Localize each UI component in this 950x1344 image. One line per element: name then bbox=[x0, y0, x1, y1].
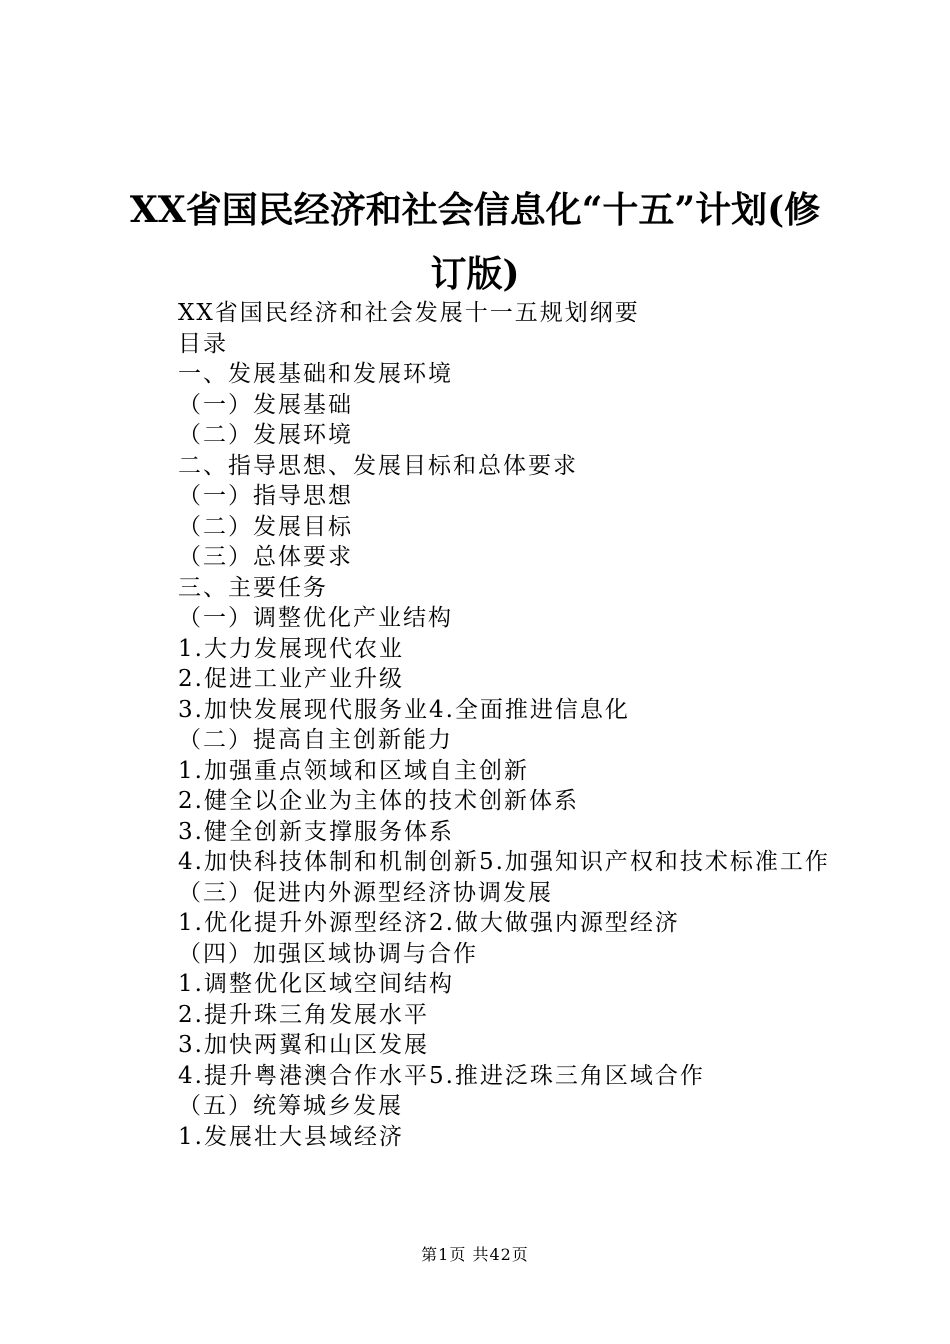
body-line: （二）提高自主创新能力 bbox=[178, 727, 453, 753]
body-line: 1.大力发展现代农业 bbox=[178, 635, 404, 662]
body-line: 二、指导思想、发展目标和总体要求 bbox=[178, 452, 578, 479]
body-line: 2.促进工业产业升级 bbox=[178, 666, 404, 692]
body-line: （一）发展基础 bbox=[178, 391, 353, 418]
document-body bbox=[130, 298, 836, 1152]
body-line: （一）指导思想 bbox=[178, 483, 353, 509]
body-line: 目录 bbox=[178, 330, 228, 357]
document-title: XX省国民经济和社会信息化“十五”计划(修订版) bbox=[129, 189, 821, 295]
body-line: 1.优化提升外源型经济2.做大做强内源型经济 bbox=[178, 910, 680, 936]
body-line: 2.提升珠三角发展水平 bbox=[178, 1001, 429, 1028]
body-line: 4.加快科技体制和机制创新5.加强知识产权和技术标准工作 bbox=[178, 849, 830, 875]
body-line: XX省国民经济和社会发展十一五规划纲要 bbox=[178, 300, 640, 326]
body-line: 1.调整优化区域空间结构 bbox=[178, 971, 454, 997]
body-line: 1.发展壮大县域经济 bbox=[178, 1123, 404, 1150]
body-line: 3.加快发展现代服务业4.全面推进信息化 bbox=[178, 696, 630, 723]
body-line: 2.健全以企业为主体的技术创新体系 bbox=[178, 788, 579, 814]
body-line: 1.加强重点领域和区域自主创新 bbox=[178, 757, 529, 784]
page-footer: 第1页 共42页 bbox=[421, 1245, 529, 1264]
body-line: 4.提升粤港澳合作水平5.推进泛珠三角区域合作 bbox=[178, 1062, 705, 1089]
body-line: 一、发展基础和发展环境 bbox=[178, 361, 453, 387]
body-line: 3.加快两翼和山区发展 bbox=[178, 1032, 429, 1058]
body-line: （三）促进内外源型经济协调发展 bbox=[178, 879, 553, 906]
body-line: （三）总体要求 bbox=[178, 544, 353, 570]
body-line: （二）发展目标 bbox=[178, 513, 353, 540]
body-line: 3.健全创新支撑服务体系 bbox=[178, 818, 454, 845]
body-line: （四）加强区域协调与合作 bbox=[178, 940, 478, 967]
body-line: （五）统筹城乡发展 bbox=[178, 1093, 403, 1119]
body-line: 三、主要任务 bbox=[178, 574, 328, 601]
body-line: （一）调整优化产业结构 bbox=[178, 605, 453, 631]
body-line: （二）发展环境 bbox=[178, 422, 353, 448]
